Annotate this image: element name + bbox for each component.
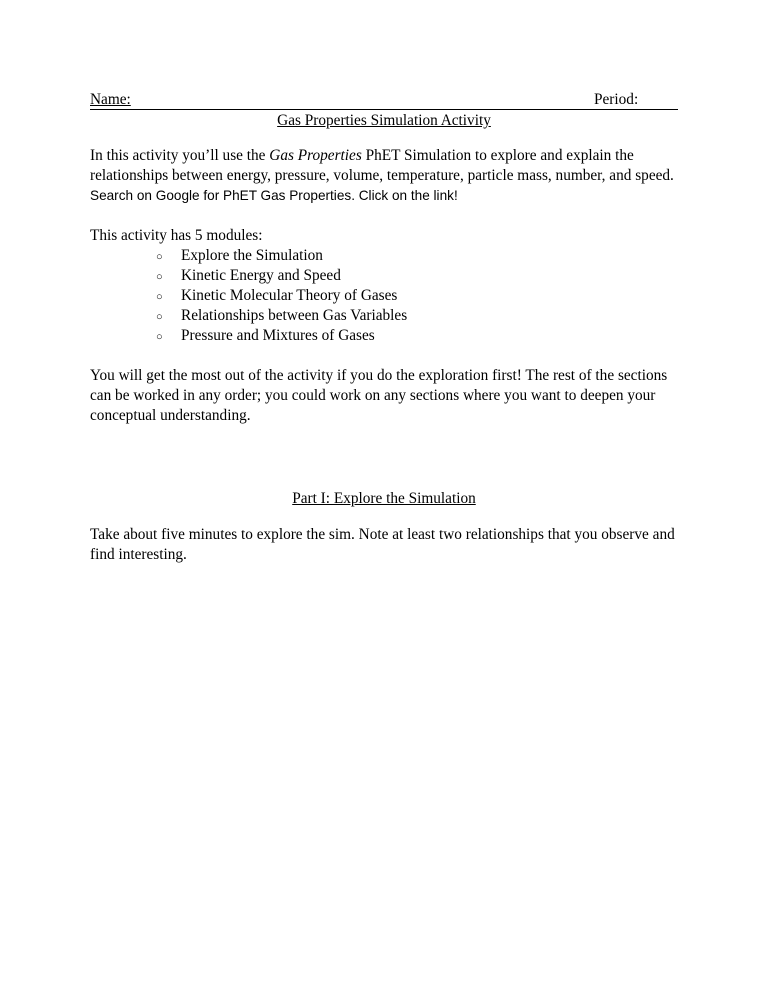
circle-bullet-icon: ○ [156, 311, 163, 323]
intro-paragraph [90, 146, 690, 206]
list-item [156, 326, 407, 346]
list-item [156, 246, 407, 266]
list-item [156, 306, 407, 326]
intro-italic-sim-name: Gas Properties [269, 147, 362, 164]
circle-bullet-icon: ○ [156, 331, 163, 343]
circle-bullet-icon: ○ [156, 291, 163, 303]
search-note: Search on Google for PhET Gas Properties. Click on the link! [90, 188, 458, 203]
part1-instructions: Take about five minutes to explore the sim. Note at least two relationships that you observe and find interesting. [90, 526, 675, 563]
name-label: Name: [90, 91, 131, 108]
module-label: Pressure and Mixtures of Gases [181, 327, 375, 344]
list-item [156, 286, 407, 306]
name-period-line [90, 91, 678, 110]
part1-title: Part I: Explore the Simulation [292, 490, 476, 507]
intro-text-1: In this activity you’ll use the [90, 147, 270, 164]
intro-text-2: PhET Simulation to explore and explain the relationships between energy, pressure, volume, temperature, particle mass, number, and speed. [90, 147, 674, 184]
document-title: Gas Properties Simulation Activity [277, 112, 491, 129]
period-label: Period: [594, 91, 639, 108]
module-label: Kinetic Energy and Speed [181, 267, 341, 284]
modules-intro: This activity has 5 modules: [90, 227, 263, 244]
modules-list [156, 246, 407, 346]
module-label: Explore the Simulation [181, 247, 323, 264]
module-label: Relationships between Gas Variables [181, 307, 408, 324]
advice-paragraph: You will get the most out of the activity if you do the exploration first! The rest of the sections can be worked in any order; you could work on any sections where you want to deepen your conceptual understanding. [90, 367, 668, 424]
module-label: Kinetic Molecular Theory of Gases [181, 287, 398, 304]
circle-bullet-icon: ○ [156, 271, 163, 283]
circle-bullet-icon: ○ [156, 251, 163, 263]
list-item [156, 266, 407, 286]
